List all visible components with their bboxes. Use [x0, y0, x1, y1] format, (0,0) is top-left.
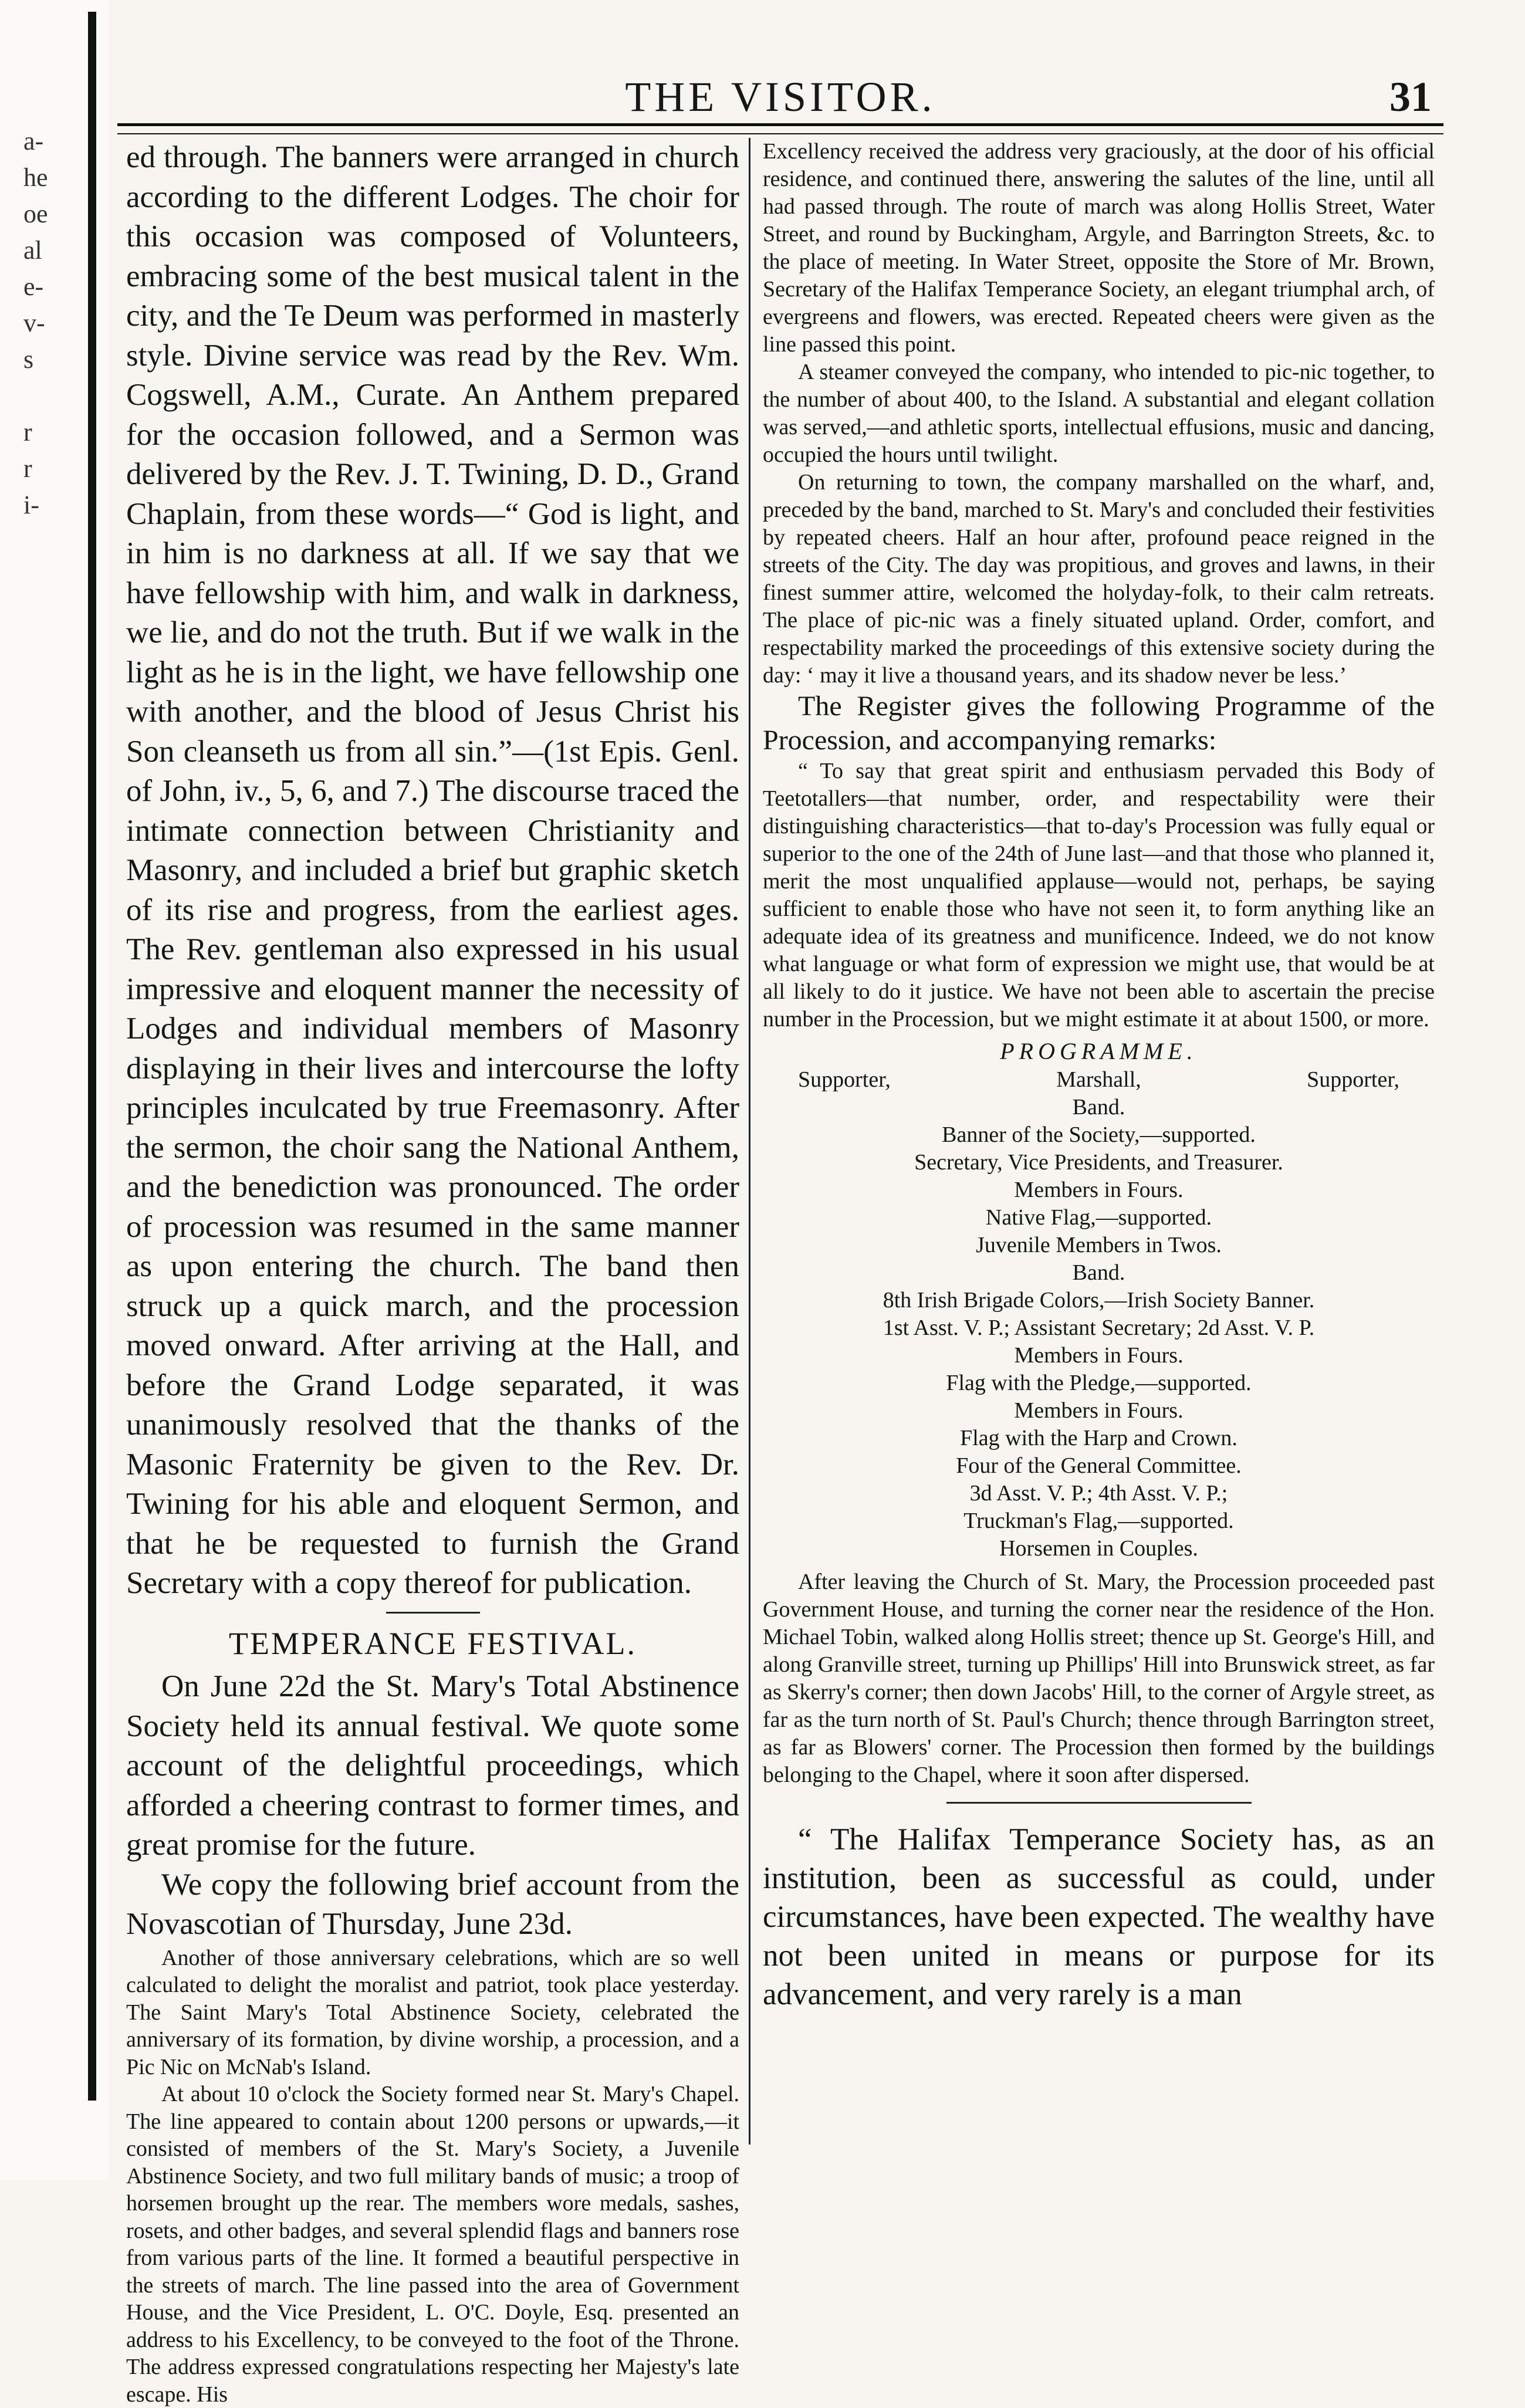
margin-fragment: oe	[23, 199, 48, 228]
margin-fragment: r	[23, 418, 32, 447]
programme-line: 1st Asst. V. P.; Assistant Secretary; 2d Asst. V. P.	[882, 1315, 1315, 1340]
page-binding-edge	[0, 0, 109, 2180]
programme-line: Juvenile Members in Twos.	[976, 1233, 1222, 1257]
left-column	[126, 138, 739, 2407]
right-column	[763, 138, 1435, 2145]
margin-text-fragments	[23, 123, 82, 523]
programme-item: Supporter,	[798, 1067, 891, 1092]
programme-item: Supporter,	[1307, 1067, 1399, 1092]
margin-fragment: he	[23, 163, 48, 192]
programme-line: Members in Fours.	[1014, 1398, 1184, 1423]
novascotian-intro-paragraph: We copy the following brief account from the Novascotian of Thursday, June 23d.	[126, 1867, 739, 1941]
section-divider	[386, 1612, 480, 1614]
margin-fragment: r	[23, 454, 32, 483]
margin-fragment: al	[23, 236, 42, 265]
page-header	[117, 70, 1443, 123]
quoted-paragraph: On returning to town, the company marshalled on the wharf, and, preceded by the band, marched to St. Mary's and concluded their festivities by repeated cheers. Half an hour after, profound peace reigned in the streets of the City. The day was propitious, and groves and lawns, in their finest summer attire, welcomed the holyday-folk, to their calm retreats. The place of pic-nic was a finely situated upland. Order, comfort, and respectability marked the proceedings of this extensive society during the day: ‘ may it live a thousand years, and its shadow never be less.’	[763, 470, 1435, 688]
header-rule	[117, 123, 1443, 134]
programme-line: Flag with the Harp and Crown.	[960, 1426, 1237, 1450]
programme-line: Members in Fours.	[1014, 1178, 1184, 1202]
programme-list	[763, 1037, 1435, 1563]
programme-item: Marshall,	[1056, 1067, 1141, 1092]
section-divider	[946, 1802, 1252, 1804]
programme-line: Four of the General Committee.	[956, 1453, 1242, 1478]
programme-title: PROGRAMME.	[1000, 1038, 1198, 1064]
programme-line: Secretary, Vice Presidents, and Treasurer.	[914, 1150, 1283, 1175]
programme-line: Truckman's Flag,—supported.	[963, 1509, 1234, 1533]
section-heading: TEMPERANCE FESTIVAL.	[228, 1625, 637, 1661]
programme-line: Native Flag,—supported.	[985, 1205, 1212, 1230]
programme-line: Members in Fours.	[1014, 1343, 1184, 1368]
programme-row	[763, 1066, 1435, 1094]
programme-line: 3d Asst. V. P.; 4th Asst. V. P.;	[969, 1481, 1228, 1506]
binding-shadow	[88, 12, 96, 2101]
programme-line: 8th Irish Brigade Colors,—Irish Society Banner.	[882, 1288, 1315, 1313]
halifax-society-paragraph: “ The Halifax Temperance Society has, as an institution, been as successful as could, under circumstances, have been expected. The wealthy have not been united in means or purpose for its advancement, and very rarely is a man	[763, 1822, 1435, 2011]
programme-line: Banner of the Society,—supported.	[942, 1122, 1256, 1147]
programme-line: Band.	[1072, 1260, 1125, 1285]
margin-fragment: s	[23, 345, 34, 374]
quoted-paragraph: A steamer conveyed the company, who intended to pic-nic together, to the number of about 400, to the Island. A substantial and elegant collation was served,—and athletic sports, intellectual effusions, music and dancing, occupied the hours until twilight.	[763, 360, 1435, 467]
quoted-paragraph: At about 10 o'clock the Society formed near St. Mary's Chapel. The line appeared to contain about 1200 persons or upwards,—it consisted of members of the St. Mary's Society, a Juvenile Abstinence Society, and two full military bands of music; a troop of horsemen brought up the rear. The members wore medals, sashes, rosets, and other badges, and several splendid flags and banners rose from various parts of the line. It formed a beautiful perspective in the streets of march. The line passed into the area of Government House, and the Vice President, L. O'C. Doyle, Esq. presented an address to his Excellency, to be conveyed to the foot of the Throne. The address expressed congratulations respecting her Majesty's late escape. His	[126, 2082, 739, 2407]
programme-line: Flag with the Pledge,—supported.	[946, 1371, 1252, 1395]
festival-intro-paragraph: On June 22d the St. Mary's Total Abstinence Society held its annual festival. We quote some account of the delightful proceedings, which afforded a cheering contrast to former times, and great promise for the future.	[126, 1669, 739, 1862]
route-paragraph: After leaving the Church of St. Mary, the Procession proceeded past Government House, and turning the corner near the residence of the Hon. Michael Tobin, walked along Hollis street; thence up St. George's Hill, and along Granville street, turning up Phillips' Hill into Brunswick street, as far as Skerry's corner; then down Jacobs' Hill, to the corner of Argyle street, as far as the turn north of St. Paul's Church; thence through Barrington street, as far as Blowers' corner. The Procession then formed by the buildings belonging to the Chapel, where it soon after dispersed.	[763, 1570, 1435, 1787]
programme-line: Band.	[1072, 1095, 1125, 1120]
margin-fragment: a-	[23, 127, 44, 155]
masonic-sermon-paragraph: ed through. The banners were arranged in church according to the different Lodges. The choir for this occasion was composed of Volunteers, embracing some of the best musical talent in the city, and the Te Deum was performed in masterly style. Divine service was read by the Rev. Wm. Cogswell, A.M., Curate. An Anthem prepared for the occasion followed, and a Sermon was delivered by the Rev. J. T. Twining, D. D., Grand Chaplain, from these words—“ God is light, and in him is no darkness at all. If we say that we have fellowship with him, and walk in darkness, we lie, and do not the truth. But if we walk in the light as he is in the light, we have fellowship one with another, and the blood of Jesus Christ his Son cleanseth us from all sin.”—(1st Epis. Genl. of John, iv., 5, 6, and 7.) The discourse traced the intimate connection between Christianity and Masonry, and included a brief but graphic sketch of its rise and progress, from the earliest ages. The Rev. gentleman also expressed in his usual impressive and eloquent manner the necessity of Lodges and individual members of Masonry displaying in their lives and intercourse the lofty principles inculcated by true Freemasonry. After the sermon, the choir sang the National Anthem, and the benediction was pronounced. The order of procession was resumed in the same manner as upon entering the church. The band then struck up a quick march, and the procession moved onward. After arriving at the Hall, and before the Grand Lodge separated, it was unanimously resolved that the thanks of the Masonic Fraternity be given to the Rev. Dr. Twining for his able and eloquent Sermon, and that he be requested to furnish the Grand Secretary with a copy thereof for publication.	[126, 140, 739, 1600]
page-number: 31	[1389, 73, 1432, 120]
margin-fragment: e-	[23, 272, 44, 301]
column-divider	[749, 138, 750, 2145]
margin-fragment	[23, 378, 82, 414]
quoted-paragraph: Excellency received the address very graciously, at the door of his official residence, and continued there, answering the salutes of the line, until all had passed through. The route of march was along Hollis Street, Water Street, and round by Buckingham, Argyle, and Barrington Streets, &c. to the place of meeting. In Water Street, opposite the Store of Mr. Brown, Secretary of the Halifax Temperance Society, an elegant triumphal arch, of evergreens and flowers, was erected. Repeated cheers were given as the line passed this point.	[763, 139, 1435, 357]
register-intro-paragraph: The Register gives the following Programme of the Procession, and accompanying remarks:	[763, 691, 1435, 756]
margin-fragment: i-	[23, 491, 39, 519]
register-quote-paragraph: “ To say that great spirit and enthusiasm pervaded this Body of Teetotallers—that number, order, and respectability were their distinguishing characteristics—that to-day's Procession was fully equal or superior to the one of the 24th of June last—and that those who planned it, merit the most unqualified applause—would not, perhaps, be saying sufficient to enable those who have not seen it, to form anything like an adequate idea of its greatness and munificence. Indeed, we do not know what language or what form of expression we might use, that would be at all likely to do it justice. We have not been able to ascertain the precise number in the Procession, but we might estimate it at about 1500, or more.	[763, 759, 1435, 1031]
margin-fragment: v-	[23, 309, 45, 337]
quoted-paragraph: Another of those anniversary celebrations, which are so well calculated to delight the moralist and patriot, took place yesterday. The Saint Mary's Total Abstinence Society, celebrated the anniversary of its formation, by divine worship, a procession, and a Pic Nic on McNab's Island.	[126, 1945, 739, 2079]
programme-line: Horsemen in Couples.	[999, 1536, 1198, 1561]
running-title: THE VISITOR.	[625, 73, 936, 120]
